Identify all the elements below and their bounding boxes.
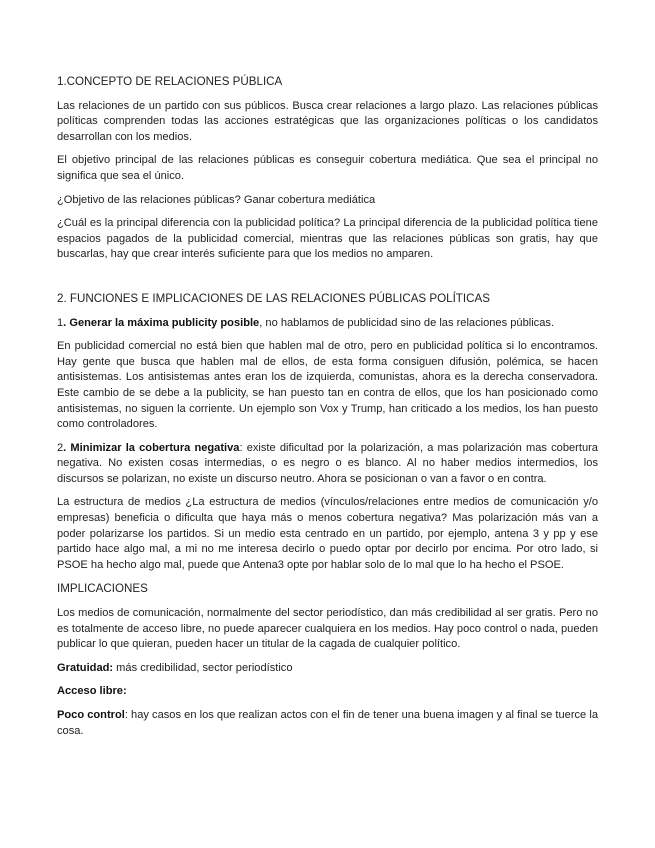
item-2-paragraph bbox=[57, 441, 598, 488]
document-page bbox=[57, 74, 598, 747]
item-1-title: . Generar la máxima publicity posible bbox=[63, 316, 260, 329]
section-gap bbox=[57, 271, 598, 291]
item-2-title: . Minimizar la cobertura negativa bbox=[63, 441, 240, 454]
gratuidad-label: Gratuidad: bbox=[57, 661, 114, 674]
paragraph-objective-question: ¿Objetivo de las relaciones públicas? Ganar cobertura mediática bbox=[57, 193, 376, 206]
paragraph-objective: El objetivo principal de las relaciones públicas es conseguir cobertura mediática. Que sea el principal no significa que sea el único. bbox=[57, 154, 598, 182]
item-1-number: 1 bbox=[57, 316, 64, 329]
item-1-paragraph bbox=[57, 316, 598, 332]
gratuidad-line bbox=[57, 661, 598, 677]
item-2-text: : existe dificultad por la polarización, a mas polarización mas cobertura negativa. No existen cosas intermedias, o es negro o es blanco. Al no haber medios intermedios, los discursos se polarizan, no existe un discurso neutro. Ahora se posicionan o van a favor o en contra. bbox=[57, 441, 598, 485]
paragraph-difference: ¿Cuál es la principal diferencia con la publicidad política? La principal diferencia de la publicidad política tiene espacios pagados de la publicidad comercial, mientras que las relaciones públicas son gratis, hay que buscarlas, hay que crear interés suficiente para que los medios no amparen. bbox=[57, 217, 598, 261]
gratuidad-text: más credibilidad, sector periodístico bbox=[113, 661, 293, 674]
acceso-line bbox=[57, 684, 598, 700]
section-1-heading: 1.CONCEPTO DE RELACIONES PÚBLICA bbox=[57, 75, 283, 88]
item-2-number: 2 bbox=[57, 441, 64, 454]
control-line bbox=[57, 708, 598, 739]
paragraph-media-credibility: Los medios de comunicación, normalmente del sector periodístico, dan más credibilidad al ser gratis. Pero no es totalmente de acceso libre, no puede aparecer cualquiera en los medios. Hay poco control o nada, pueden publicar lo que quieran, pueden hacer un titular de la cagada de cualquier político. bbox=[57, 607, 598, 651]
control-text: : hay casos en los que realizan actos con el fin de tener una buena imagen y al final se tuerce la cosa. bbox=[57, 709, 598, 737]
acceso-label: Acceso libre: bbox=[57, 685, 127, 698]
control-label: Poco control bbox=[57, 709, 125, 721]
section-2-heading: 2. FUNCIONES E IMPLICACIONES DE LAS RELACIONES PÚBLICAS POLÍTICAS bbox=[57, 291, 490, 305]
paragraph-commercial-publicity: En publicidad comercial no está bien que hablen mal de otro, pero en publicidad política si lo encontramos. Hay gente que busca que hablen mal de ellos, de esta forma consiguen difusión, polémica, se hacen antisistemas. Los antisistemas antes eran los de izquierda, comunistas, ahora es la derecha conservadora. Este cambio de se debe a la publicity, se han puesto tan en contra de ellos, que los han posicionado como antisistemas, no siguen la corriente. Un ejemplo son Vox y Trump, han criticado a los medios, los han puesto como controladores. bbox=[57, 340, 598, 431]
paragraph-definition: Las relaciones de un partido con sus públicos. Busca crear relaciones a largo plazo. Las relaciones públicas políticas comprenden todas las acciones estratégicas que las organizaciones políticas o los candidatos desarrollan con los medios. bbox=[57, 99, 598, 143]
item-1-text: , no hablamos de publicidad sino de las relaciones públicas. bbox=[259, 316, 555, 329]
implicaciones-heading: IMPLICACIONES bbox=[57, 582, 148, 596]
paragraph-media-structure: La estructura de medios ¿La estructura de medios (vínculos/relaciones entre medios de comunicación y/o empresas) beneficia o dificulta que haya más o menos cobertura negativa? Mas polarización más van a poder polarizarse los partidos. Si un medio esta centrado en un partido, por ejemplo, antena 3 y pp y ese partido hace algo mal, a mi no me interesa decirlo o puedo optar por decirlo por encima. Por otro lado, si PSOE ha hecho algo mal, puede que Antena3 opte por hablar solo de lo mal que lo ha hecho el PSOE. bbox=[57, 496, 598, 571]
